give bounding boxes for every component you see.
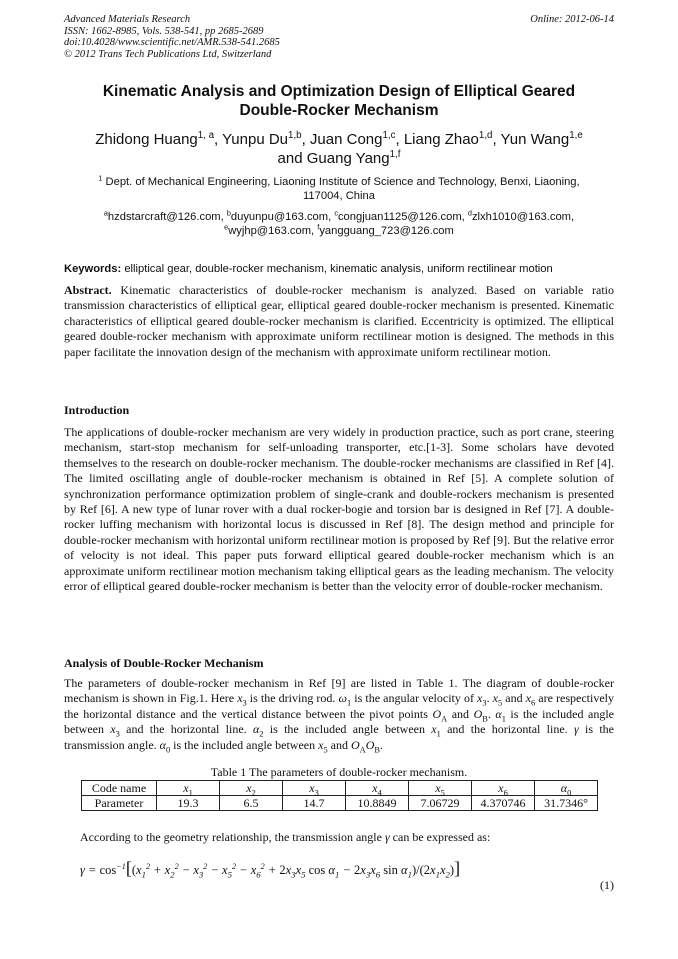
online-date: Online: 2012-06-14 [530,14,614,25]
issn: ISSN: 1662-8985, Vols. 538-541, pp 2685-2689 [64,25,264,37]
author: Yunpu Du [222,131,289,148]
section-heading-analysis: Analysis of Double-Rocker Mechanism [64,656,264,670]
email-list: $^a$hzdstarcraft@126.com, $^b$duyunpu@163.com, $^c$congjuan1125@126.com, $^d$zlxh1010@163.com, $^e$wyjhp@163.com, $^f$yangguang_723@126.com [103,208,575,237]
email-link[interactable]: wyjhp@163.com, [228,225,315,237]
section-heading-introduction: Introduction [64,403,130,417]
table-row: Code name $x_1$ $x_2$ $x_3$ $x_4$ $x_5$ $x_6$ $\alpha_0$ [82,781,598,796]
introduction-text: The applications of double-rocker mechanism are very widely in production practice, such as port crane, steering mechanism, start-stop mechanism for self-unloading transporter, etc.[1-3]. Some scholars have devoted themselves to the research on double-rocker mechanism. The double-rocker mechanisms are classified in Ref [4]. The limited oscillating angle of double-rocker mechanism is obtained in Ref [5]. A complete solution of synchronization performance optimization problem of single-crank and double-rockers mechanism is presented by Ref [6]. A new type of lunar rover with a dual rocker-bogie and torsion bar is designed in Ref [7]. A double-rocker luffing mechanism with horizontal locus is discussed in Ref [8]. The design method and principle for double-rocker mechanism with horizontal uniform rectilinear motion is proposed by Ref [9]. But the relative error of velocity is not ideal. This paper puts forward elliptical geared double-rocker mechanism which is an approximate uniform rectilinear motion mechanism taking elliptical gears as the leading mechanism. The velocity error of elliptical geared double-rocker mechanism is better than the velocity error of double-rocker mechanism. [64,425,614,594]
author: Guang Yang [306,150,390,167]
email-link[interactable]: duyunpu@163.com, [230,211,332,223]
author: Yun Wang [500,131,570,148]
email-link[interactable]: hzdstarcraft@126.com, [107,211,224,223]
paper-title: Kinematic Analysis and Optimization Design of Elliptical Geared Double-Rocker Mechanism [102,83,576,119]
email-link[interactable]: congjuan1125@126.com, [337,211,465,223]
author-list: Zhidong Huang$^{1, a}$, Yunpu Du$^{1,b}$, Juan Cong$^{1,c}$, Liang Zhao$^{1,d}$, Yun Wang$^{1,e}$ and Guang Yang$^{1,f}$ [95,130,583,167]
table-row: Parameter 19.3 6.5 14.7 10.8849 7.06729 4.370746 31.7346° [82,796,598,811]
equation-1: $\gamma = \cos^{-1}[(x_1^2 + x_2^2 - x_3^2 - x_5^2 - x_6^2 + 2x_3x_5$ $\cos \alpha_1 - 2x_3x_6$ $\sin \alpha_1)/(2x_1x_2)$] [80,858,461,880]
abstract: Abstract. Kinematic characteristics of double-rocker mechanism is analyzed. Based on variable ratio transmission characteristics of elliptical gear, elliptical geared double-rocker mechanism is presented. Kinematic characteristics of elliptical geared double-rocker mechanism is clarified. Eccentricity is optimized. The elliptical geared double-rocker mechanism with approximate uniform rectilinear motion is designed. The methods in this paper facilitate the innovation design of the mechanism with approximate uniform rectilinear motion. [64,283,615,359]
author: Zhidong Huang [95,131,198,148]
equation-number: (1) [600,878,614,892]
table-caption: Table 1 The parameters of double-rocker mechanism. [210,765,468,779]
journal-name: Advanced Materials Research [64,14,191,25]
affiliation: $^1$ Dept. of Mechanical Engineering, Liaoning Institute of Science and Technology, Benxi, Liaoning, 117004, China [98,173,580,202]
keywords: Keywords: elliptical gear, double-rocker mechanism, kinematic analysis, uniform rectilinear motion [64,263,553,275]
copyright: © 2012 Trans Tech Publications Ltd, Switzerland [64,48,272,60]
author: Juan Cong [309,131,383,148]
author: Liang Zhao [403,131,479,148]
doi: doi:10.4028/www.scientific.net/AMR.538-541.2685 [64,37,280,48]
running-header [64,14,280,60]
analysis-text: The parameters of double-rocker mechanism in Ref [9] are listed in Table 1. The diagram of double-rocker mechanism is shown in Fig.1. Here $x_3$ is the driving rod. $\omega_1$ is the angular velocity of $x_3$. $x_5$ and $x_6$ are respectively the horizontal distance and the vertical distance between the pivot points $O_A$ and $O_B$. $\alpha_1$ is the included angle between $x_3$ and the horizontal line. $\alpha_2$ is the included angle between $x_1$ and the horizontal line. γ is the transmission angle. $\alpha_0$ is the included angle between $x_5$ and $O_AO_B$. [64,676,615,755]
email-link[interactable]: yangguang_723@126.com [319,225,454,237]
parameter-table [81,780,598,811]
geometry-text: According to the geometry relationship, the transmission angle γ can be expressed as: [80,830,491,844]
email-link[interactable]: zlxh1010@163.com, [471,211,575,223]
